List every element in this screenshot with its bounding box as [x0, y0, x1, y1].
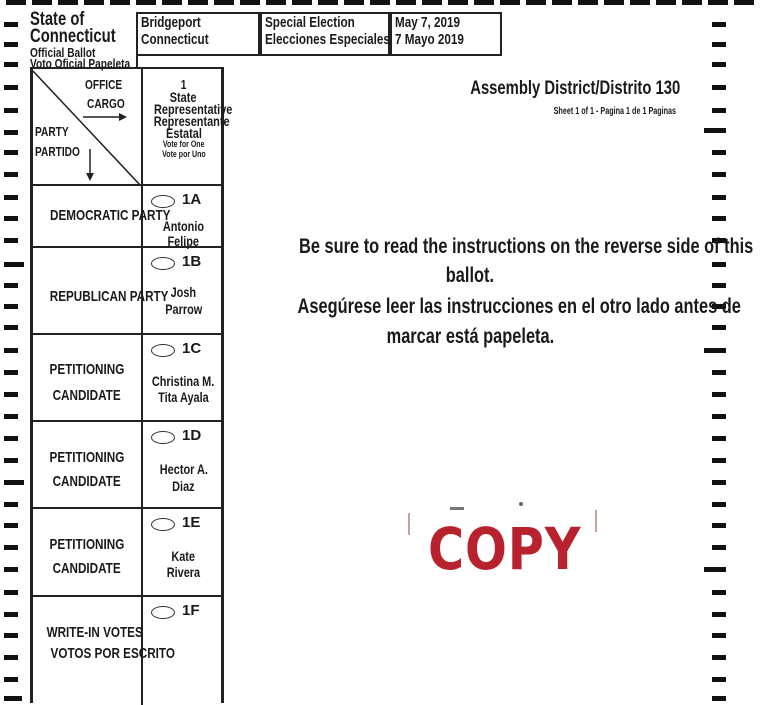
candidate-name-line2: Diaz: [172, 478, 195, 494]
ballot-row: [33, 248, 224, 335]
party-name-line2: CANDIDATE: [52, 560, 122, 577]
town-line1: Bridgeport: [141, 14, 201, 31]
party-name-line2: CANDIDATE: [52, 473, 122, 490]
date-line1: May 7, 2019: [395, 14, 461, 31]
candidate-name-line1: Josh: [170, 284, 197, 300]
stamp-speck: [408, 513, 410, 535]
election-line2: Elecciones Especiales: [265, 31, 390, 48]
official-ballot-label: Official Ballot: [30, 45, 96, 60]
date-line2: 7 Mayo 2019: [395, 31, 464, 48]
election-box: [260, 12, 390, 56]
sheet-label: Sheet 1 of 1 - Pagina 1 de 1 Paginas: [553, 106, 676, 117]
district-title: Assembly District/Distrito 130: [469, 78, 680, 99]
top-timing-marks: [0, 0, 762, 6]
copy-stamp-text: COPY: [428, 515, 582, 583]
candidate-cell: [143, 335, 224, 422]
candidate-id: 1F: [182, 602, 200, 619]
candidate-name-line2: Parrow: [164, 301, 203, 317]
party-name-line2: CANDIDATE: [52, 387, 122, 404]
candidate-name-line2: Rivera: [166, 564, 201, 580]
party-name: PETITIONING: [49, 361, 125, 378]
ballot-row: [33, 509, 224, 597]
copy-stamp: [428, 515, 608, 583]
town-box: [136, 12, 260, 56]
instructions-en-line2: ballot.: [445, 264, 495, 287]
candidate-name-line1: Hector A.: [159, 461, 208, 477]
state-line1: State of: [30, 9, 85, 30]
stamp-speck: [450, 507, 464, 510]
party-name: PETITIONING: [49, 449, 125, 466]
candidate-cell: [143, 186, 224, 248]
candidate-id: 1C: [182, 340, 202, 357]
candidate-cell: [143, 509, 224, 597]
election-line1: Special Election: [265, 14, 355, 31]
vote-oval-1B[interactable]: [151, 257, 175, 270]
party-label: PARTY: [35, 124, 69, 139]
vote-oval-1E[interactable]: [151, 518, 175, 531]
candidate-id: 1A: [182, 191, 202, 208]
vote-for-label: Vote for One: [162, 139, 205, 149]
office-party-key: [33, 69, 141, 186]
voto-oficial-label: Voto Oficial Papeleta: [30, 56, 131, 71]
state-header: [30, 9, 138, 71]
office-title-en-1: State: [170, 89, 197, 105]
party-name-line2: VOTOS POR ESCRITO: [50, 645, 175, 662]
vote-oval-1C[interactable]: [151, 344, 175, 357]
office-title-en-2: Representative: [154, 101, 233, 117]
party-name: REPUBLICAN PARTY: [49, 288, 169, 305]
stamp-speck: [595, 510, 597, 532]
ballot-row: [33, 422, 224, 509]
candidate-id: 1D: [182, 427, 202, 444]
cargo-label: CARGO: [87, 96, 125, 111]
office-label: OFFICE: [85, 77, 123, 92]
office-title-es-2: Estatal: [165, 125, 202, 141]
vote-oval-1A[interactable]: [151, 195, 175, 208]
ballot-row: [33, 335, 224, 422]
ballot-row-write-in: [33, 597, 224, 705]
office-number: 1: [180, 77, 187, 92]
candidate-name-line1: Antonio: [162, 218, 205, 234]
party-name: WRITE-IN VOTES: [46, 624, 143, 641]
candidate-name-line2: Felipe: [167, 233, 200, 249]
candidate-id: 1E: [182, 514, 201, 531]
partido-label: PARTIDO: [35, 144, 80, 159]
instructions-en-line1: Be sure to read the instructions on the reverse side of this: [299, 235, 754, 258]
candidate-name-line1: Christina M.: [152, 373, 215, 389]
instructions-es-line1: Asegúrese leer las instrucciones en el otro lado antes de: [297, 295, 741, 318]
ballot-grid: [30, 67, 233, 703]
date-box: [390, 12, 502, 56]
candidate-cell: [143, 597, 224, 705]
town-line2: Connecticut: [141, 31, 209, 48]
stamp-speck: [519, 502, 523, 506]
party-name: DEMOCRATIC PARTY: [49, 207, 171, 224]
instructions-es-line2: marcar está papeleta.: [386, 325, 554, 348]
vote-oval-1D[interactable]: [151, 431, 175, 444]
candidate-id: 1B: [182, 253, 202, 270]
ballot-row: [33, 186, 224, 248]
vote-por-label: Vote por Uno: [161, 149, 206, 159]
candidate-cell: [143, 422, 224, 509]
candidate-cell: [143, 248, 224, 335]
party-name: PETITIONING: [49, 536, 125, 553]
office-column-header: [143, 69, 233, 186]
candidate-name-line1: Kate: [171, 548, 196, 564]
state-line2: Connecticut: [30, 26, 116, 47]
vote-oval-1F[interactable]: [151, 606, 175, 619]
office-title-es-1: Representante: [153, 113, 230, 129]
candidate-name-line2: Tita Ayala: [158, 389, 209, 405]
